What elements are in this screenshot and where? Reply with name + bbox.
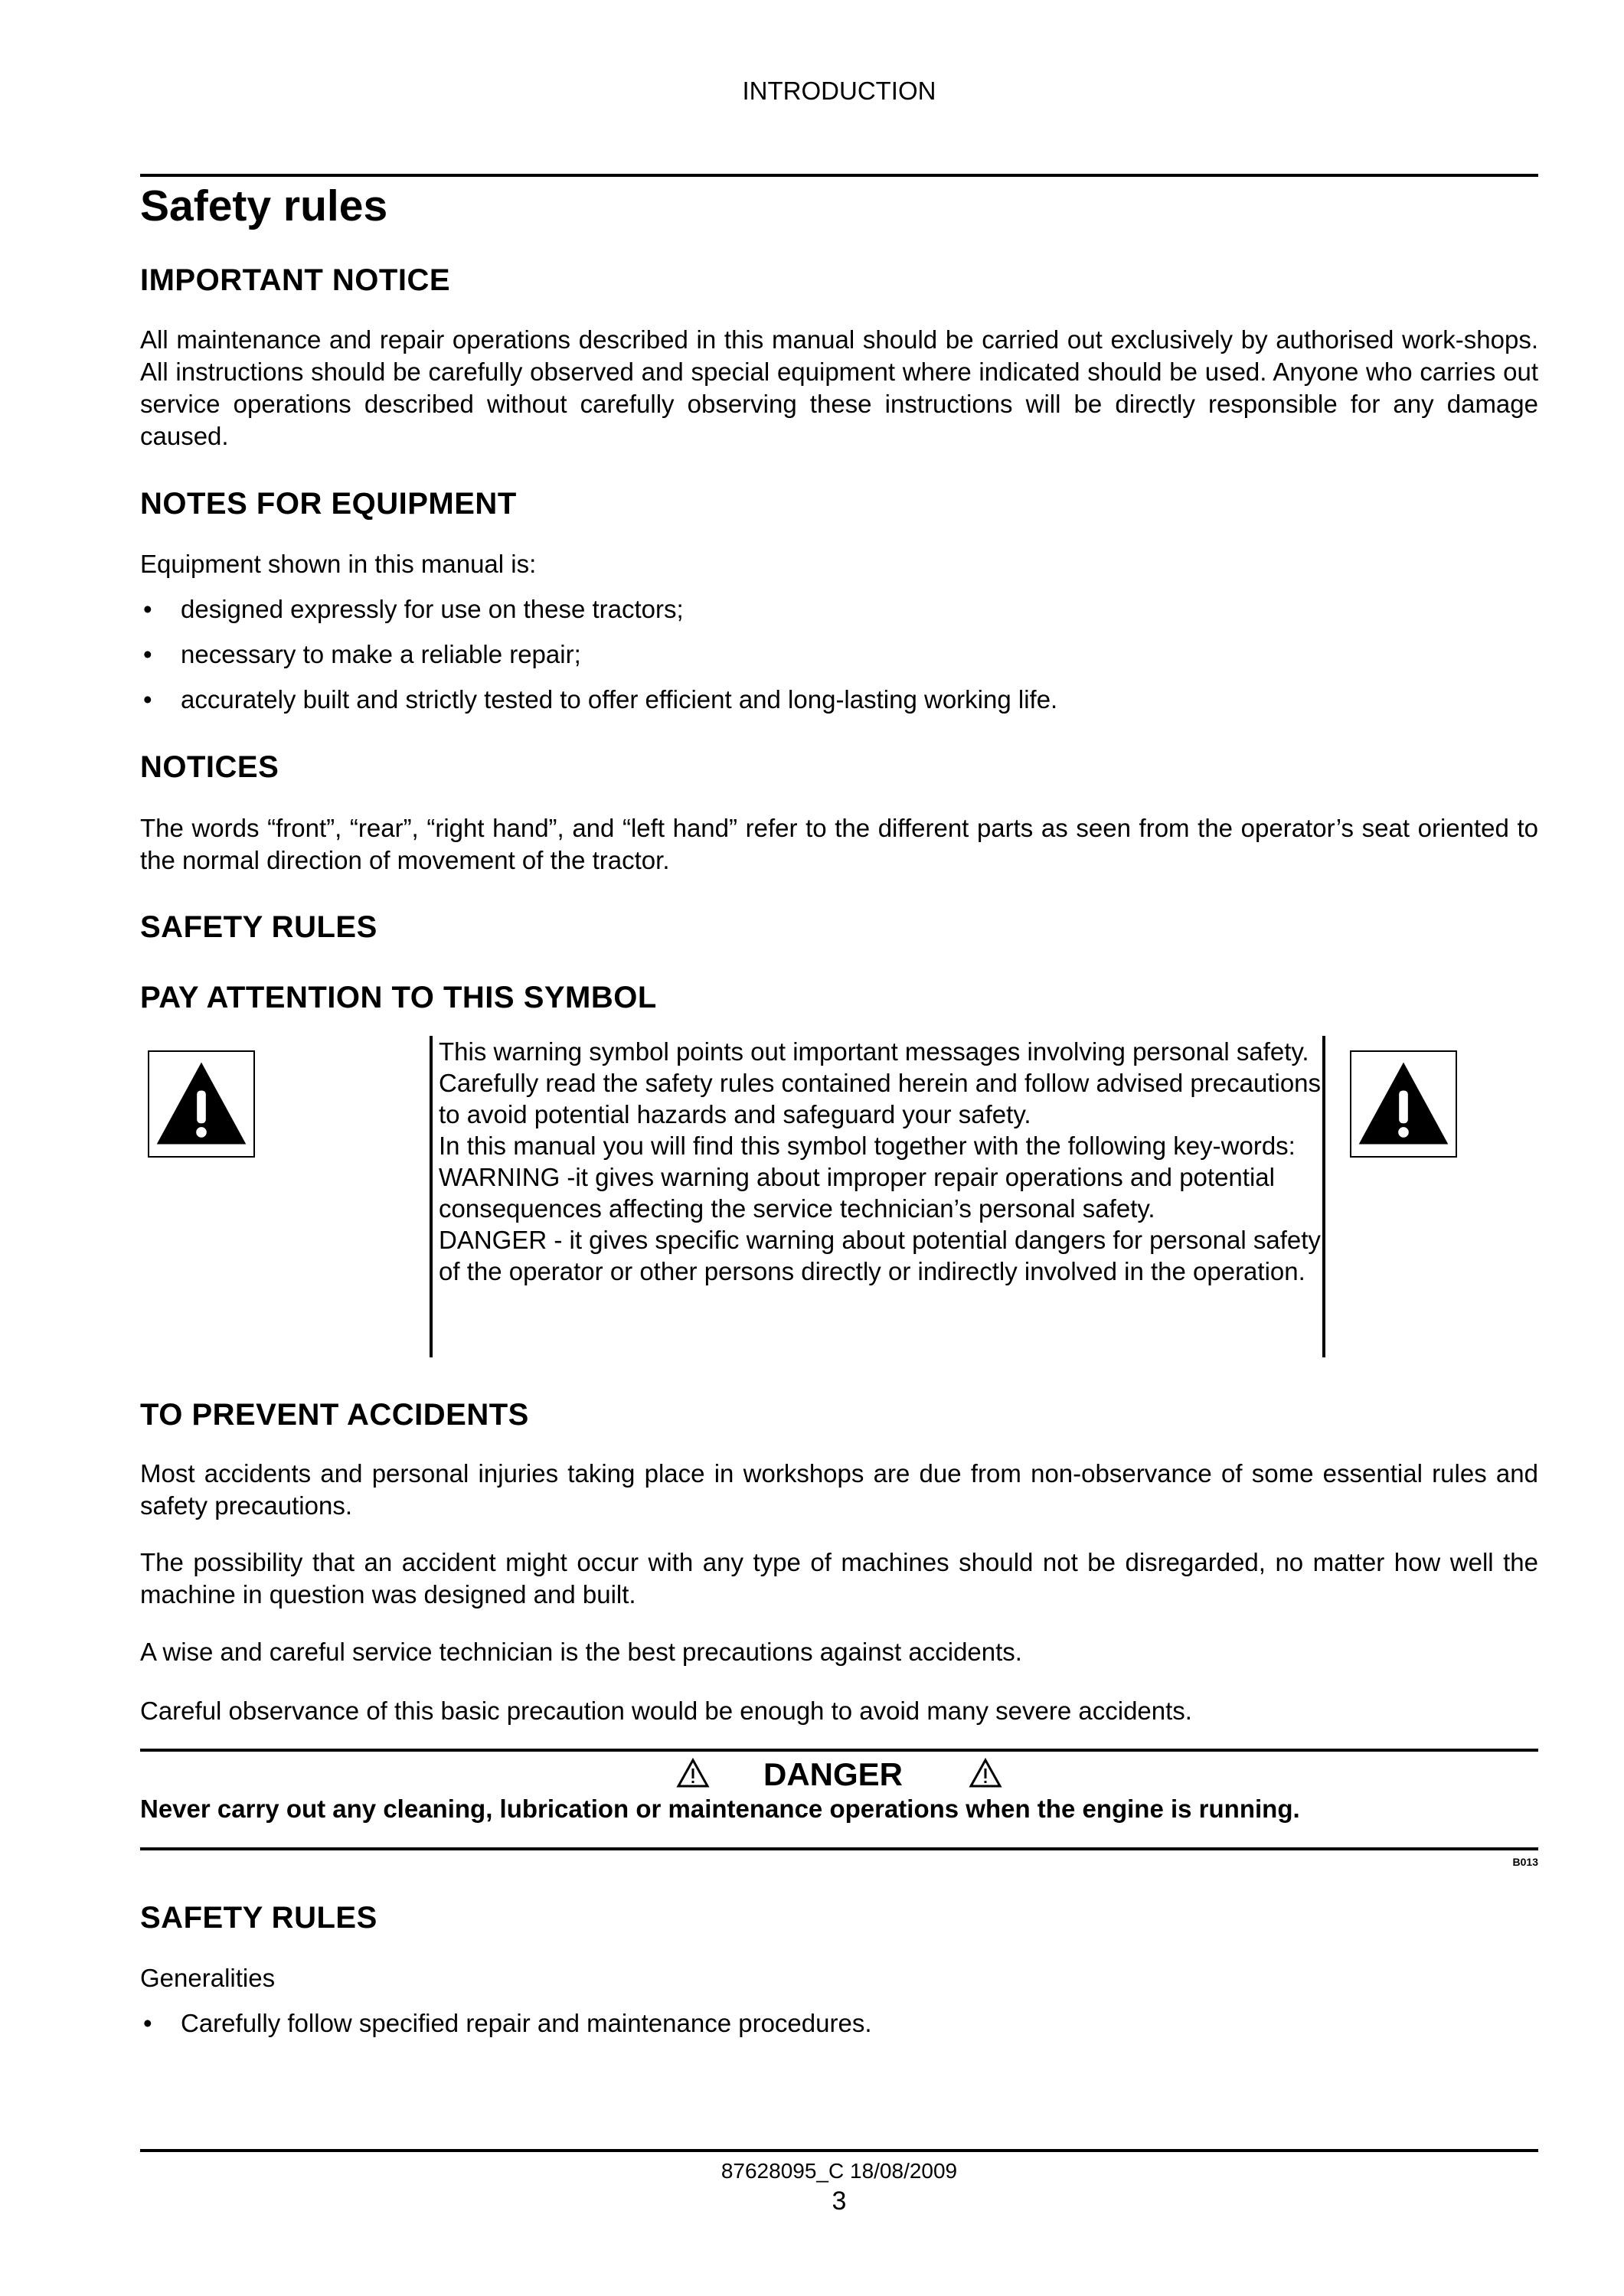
prevent-accidents-para-3: A wise and careful service technician is the best precautions against accidents. [140, 1638, 1022, 1666]
symbol-text-keywords: In this manual you will find this symbol together with the following key-words: [439, 1132, 1296, 1160]
list-item: • Carefully follow specified repair and maintenance procedures. [140, 2007, 1538, 2040]
footer-rule [140, 2149, 1538, 2152]
notices-text: The words “front”, “rear”, “right hand”, and “left hand” refer to the different parts as seen from the operator’s seat oriented to the normal direction of movement of the tractor. [140, 814, 1538, 874]
danger-text: Never carry out any cleaning, lubrication or maintenance operations when the engine is running. [140, 1795, 1300, 1823]
section-heading-safety-rules: SAFETY RULES [140, 910, 377, 944]
list-item: • necessary to make a reliable repair; [140, 639, 1538, 671]
warning-triangle-icon [148, 1050, 255, 1158]
section-heading-notes-for-equipment: NOTES FOR EQUIPMENT [140, 487, 517, 521]
list-item: • designed expressly for use on these tractors; [140, 593, 1538, 625]
symbol-text-warning: WARNING -it gives warning about improper repair operations and potential consequences affecting the service technician’s personal safety. [439, 1163, 1275, 1223]
warning-triangle-icon [969, 1758, 1002, 1788]
danger-top-rule [140, 1749, 1538, 1752]
warning-triangle-icon [676, 1758, 710, 1788]
section-heading-pay-attention: PAY ATTENTION TO THIS SYMBOL [140, 981, 657, 1014]
running-header: INTRODUCTION [742, 77, 936, 105]
prevent-accidents-para-4: Careful observance of this basic precaution would be enough to avoid many severe accidents. [140, 1697, 1192, 1725]
prevent-accidents-para-2: The possibility that an accident might occur with any type of machines should not be disregarded, no matter how well the machine in question was designed and built. [140, 1548, 1538, 1609]
danger-code: B013 [1512, 1856, 1538, 1868]
document-reference: 87628095_C 18/08/2009 [721, 2159, 958, 2183]
section-heading-notices: NOTICES [140, 750, 279, 784]
list-item: • accurately built and strictly tested to offer efficient and long-lasting working life. [140, 684, 1538, 716]
danger-title [140, 1756, 1538, 1793]
equipment-list [140, 593, 1538, 729]
bullet-icon: • [143, 640, 152, 668]
bullet-icon: • [143, 2009, 152, 2037]
prevent-accidents-para-1: Most accidents and personal injuries taking place in workshops are due from non-observance of some essential rules and safety precautions. [140, 1459, 1538, 1520]
equipment-intro: Equipment shown in this manual is: [140, 550, 537, 578]
symbol-text-danger: DANGER - it gives specific warning about potential dangers for personal safety of the operator or other persons directly or indirectly involved in the operation. [439, 1226, 1321, 1285]
danger-label: DANGER [763, 1756, 903, 1792]
section-heading-prevent-accidents: TO PREVENT ACCIDENTS [140, 1398, 529, 1432]
bullet-icon: • [143, 685, 152, 714]
danger-bottom-rule [140, 1847, 1538, 1850]
manual-page [140, 0, 1538, 2296]
generalities-list [140, 2007, 1538, 2053]
bullet-icon: • [143, 595, 152, 623]
page-number: 3 [832, 2187, 847, 2216]
symbol-explanation [430, 1036, 1325, 1357]
warning-triangle-icon [1350, 1050, 1457, 1158]
symbol-text-intro: This warning symbol points out important messages involving personal safety. Carefully read the safety rules contained herein and follow advised precautions to avoid potential hazards and safeguard your safety. [439, 1037, 1322, 1128]
important-notice-text: All maintenance and repair operations described in this manual should be carried out exclusively by authorised work-shops. All instructions should be carefully observed and special equipment where indicated should be used. Anyone who carries out service operations described without carefully observing these instructions will be directly responsible for any damage caused. [140, 325, 1538, 450]
section-heading-important-notice: IMPORTANT NOTICE [140, 263, 451, 297]
generalities-subheading: Generalities [140, 1964, 276, 1992]
header-rule [140, 174, 1538, 177]
section-heading-safety-rules-2: SAFETY RULES [140, 1901, 377, 1935]
page-title: Safety rules [140, 181, 388, 230]
